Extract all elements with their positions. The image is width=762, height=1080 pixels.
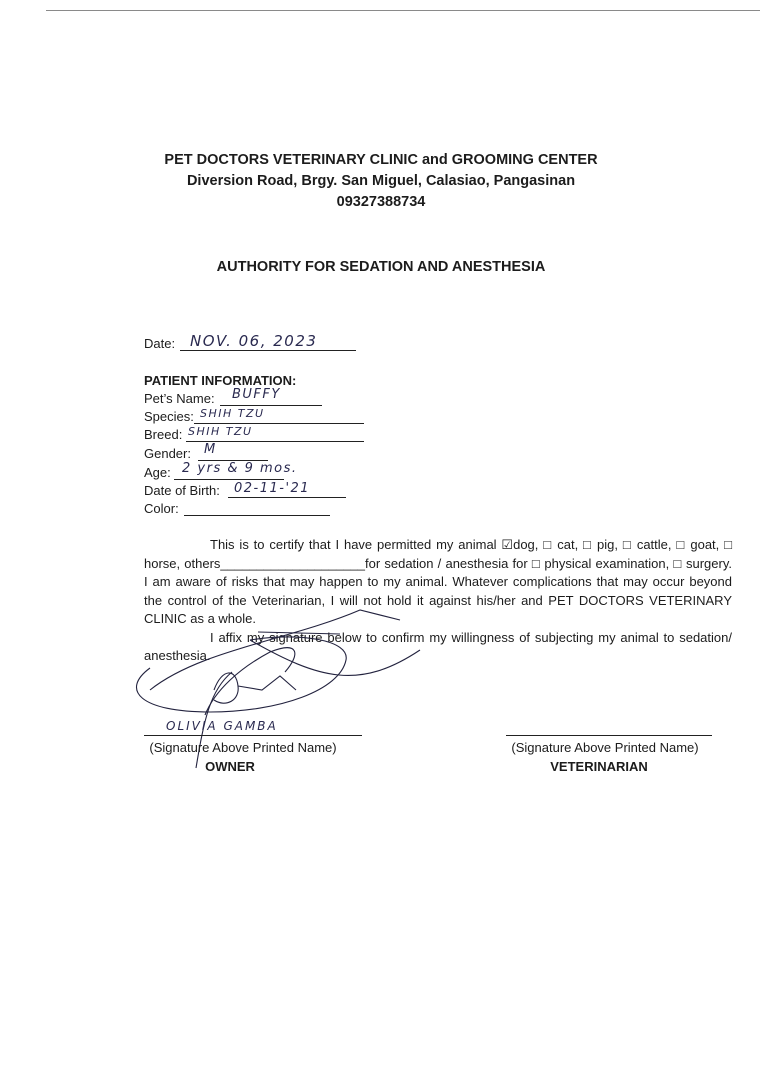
clinic-name: PET DOCTORS VETERINARY CLINIC and GROOMING CENTER <box>164 152 598 168</box>
date-label: Date: <box>144 336 176 351</box>
vet-signature-line <box>506 735 712 736</box>
form-title: AUTHORITY FOR SEDATION AND ANESTHESIA <box>216 259 546 275</box>
owner-printed-name: OLIVIA GAMBA <box>166 719 278 733</box>
species-label: Species: <box>144 409 194 424</box>
clinic-phone: 09327388734 <box>336 194 426 210</box>
date-value: NOV. 06, 2023 <box>190 332 318 350</box>
age-label: Age: <box>144 465 171 480</box>
age-value: 2 yrs & 9 mos. <box>182 461 298 476</box>
vet-role-label: VETERINARIAN <box>550 759 648 774</box>
breed-label: Breed: <box>144 427 183 442</box>
dob-value: 02-11-'21 <box>234 481 311 496</box>
owner-signature-caption: (Signature Above Printed Name) <box>149 740 337 755</box>
consent-paragraph: This is to certify that I have permitted my animal ☑dog, □ cat, □ pig, □ cattle, □ goat, □ horse, others____________________for sedation / anesthesia for □ physical examination, □ surgery. I am aware of risks that may happen to my animal. Whatever complications that may occur beyond the control of the Veterinarian, I will not hold it against his/her and PET DOCTORS VETERINARY CLINIC as a whole. <box>144 537 732 626</box>
pet-name-label: Pet’s Name: <box>144 391 215 406</box>
patient-info-heading: PATIENT INFORMATION: <box>144 373 297 388</box>
owner-role-label: OWNER <box>205 759 255 774</box>
vet-signature-caption: (Signature Above Printed Name) <box>511 740 699 755</box>
breed-value: SHIH TZU <box>188 425 253 438</box>
dob-label: Date of Birth: <box>144 483 220 498</box>
affix-paragraph: I affix my signature below to confirm my willingness of subjecting my animal to sedation/ anesthesia. <box>144 629 732 663</box>
species-value: SHIH TZU <box>200 407 265 420</box>
clinic-address: Diversion Road, Brgy. San Miguel, Calasiao, Pangasinan <box>186 173 576 189</box>
color-label: Color: <box>144 501 179 516</box>
owner-signature-line <box>144 735 362 736</box>
gender-value: M <box>204 442 217 457</box>
pet-name-value: BUFFY <box>232 387 281 402</box>
gender-label: Gender: <box>144 446 191 461</box>
